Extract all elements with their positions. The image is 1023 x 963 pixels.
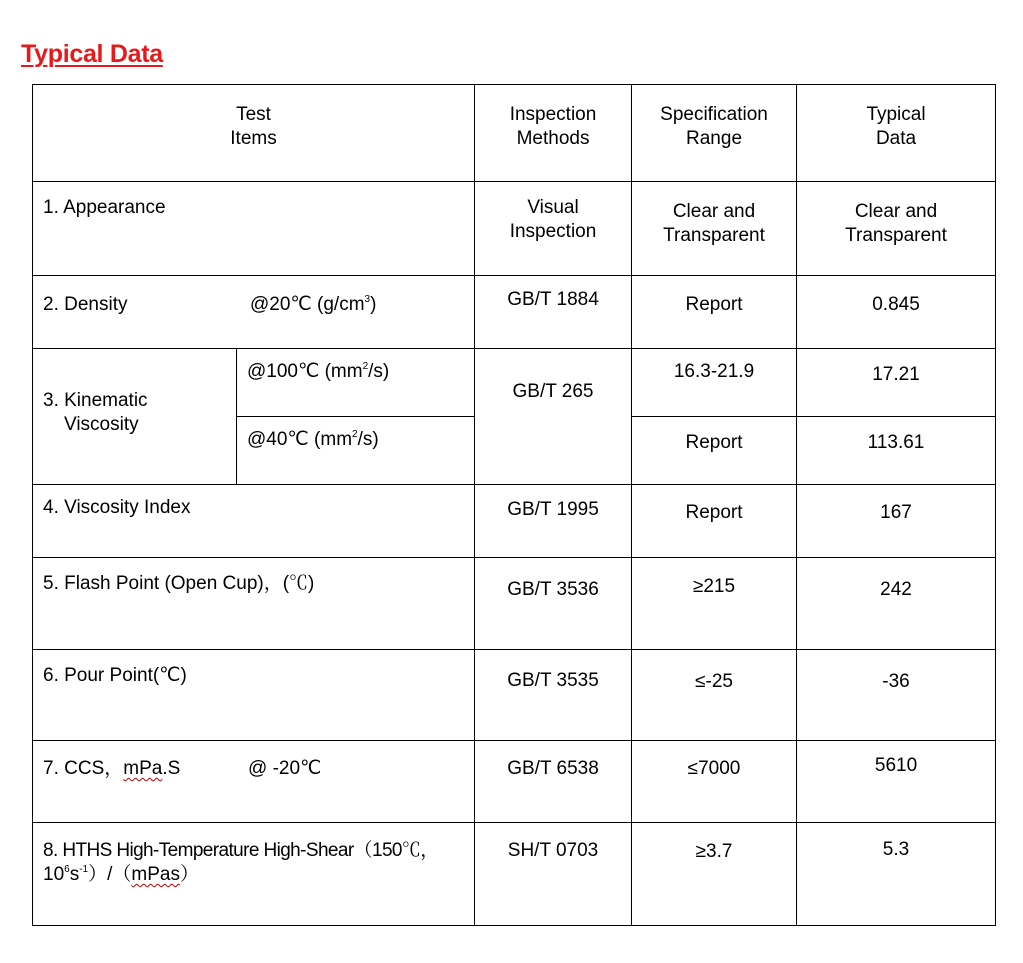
flash-item: 5. Flash Point (Open Cup)，(℃) [33,558,475,650]
ccs-item [33,741,475,823]
density-typical: 0.845 [797,276,996,349]
kinematic-40-range: Report [632,417,797,485]
header-range-line2: Range [686,128,743,149]
flash-typical: 242 [797,558,996,650]
density-label: 2. Density [43,294,128,315]
kinematic-40-typical: 113.61 [797,417,996,485]
kinematic-item-line1: 3. Kinematic [43,389,148,411]
vi-range: Report [632,485,797,558]
appearance-item: 1. Appearance [33,182,475,276]
density-method: GB/T 1884 [475,276,632,349]
ccs-unit-suffix: .S [162,758,181,779]
density-item [33,276,475,349]
density-condition-sup: 3 [364,294,371,305]
ccs-range: ≤7000 [632,741,797,823]
appearance-typical-line2: Transparent [845,225,947,246]
header-typical-data [797,85,996,182]
hths-shear-rate-exp: 6 [64,864,70,875]
hths-shear-rate-unit: s [69,864,80,885]
hths-line1: 8. HTHS High-Temperature High-Shear（150℃， [43,840,439,861]
kinematic-100-condition [237,349,475,417]
vi-method: GB/T 1995 [475,485,632,558]
header-typical-line1: Typical [866,104,926,125]
vi-typical: 167 [797,485,996,558]
pour-typical: -36 [797,650,996,741]
hths-line2-close: ） [179,864,199,885]
ccs-typical: 5610 [797,741,996,823]
appearance-method-line2: Inspection [509,221,597,242]
vi-item: 4. Viscosity Index [33,485,475,558]
header-methods-line1: Inspection [509,104,597,125]
pour-item: 6. Pour Point(℃) [33,650,475,741]
page-title: Typical Data [21,40,163,68]
pour-method: GB/T 3535 [475,650,632,741]
kinematic-item-line2: Viscosity [64,413,139,435]
table-row [33,823,996,926]
ccs-unit: mPa [123,758,163,779]
appearance-range-line1: Clear and [672,201,756,222]
typical-data-table [32,84,996,926]
ccs-condition: @ -20℃ [248,758,322,779]
flash-method: GB/T 3536 [475,558,632,650]
kinematic-100-range: 16.3-21.9 [632,349,797,417]
hths-line2-sep: ）/（ [88,864,132,885]
ccs-method: GB/T 6538 [475,741,632,823]
header-specification-range [632,85,797,182]
appearance-range-line2: Transparent [663,225,765,246]
kinematic-100-typical: 17.21 [797,349,996,417]
header-typical-line2: Data [875,128,917,149]
pour-range: ≤-25 [632,650,797,741]
hths-item [33,823,475,926]
flash-range: ≥215 [632,558,797,650]
header-range-line1: Specification [660,104,768,125]
hths-shear-rate-base: 10 [43,864,65,885]
hths-shear-rate-unit-exp: -1 [79,864,89,875]
appearance-method-line1: Visual [527,197,579,218]
header-test-items-line2: Items [230,128,277,149]
kinematic-method: GB/T 265 [475,349,632,485]
density-condition [250,293,376,317]
hths-line2 [43,863,474,887]
appearance-range [632,182,797,276]
appearance-method [475,182,632,276]
hths-unit: mPas [131,864,180,885]
density-range: Report [632,276,797,349]
hths-typical: 5.3 [797,823,996,926]
kinematic-100-condition-text: @100℃ (mm [247,361,363,382]
appearance-typical [797,182,996,276]
table-row [33,349,996,417]
table-row [33,558,996,650]
density-condition-text: @20℃ (g/cm [250,294,365,315]
kinematic-100-condition-unit: /s) [368,361,390,382]
hths-range: ≥3.7 [632,823,797,926]
hths-method: SH/T 0703 [475,823,632,926]
table-row [33,485,996,558]
appearance-typical-line1: Clear and [854,201,938,222]
kinematic-item [33,349,237,485]
header-test-items [33,85,475,182]
table-row [33,650,996,741]
table-row [33,182,996,276]
header-methods-line2: Methods [516,128,590,149]
table-row [33,276,996,349]
kinematic-40-condition-text: @40℃ (mm [247,429,353,450]
kinematic-40-condition-unit: /s) [357,429,379,450]
table-header-row [33,85,996,182]
kinematic-40-condition-sup: 2 [352,429,358,440]
ccs-label: 7. CCS， [43,758,124,779]
header-test-items-line1: Test [236,104,271,125]
header-inspection-methods [475,85,632,182]
table-row [33,741,996,823]
density-condition-close: ) [370,294,377,315]
kinematic-100-condition-sup: 2 [362,361,369,372]
kinematic-40-condition [237,417,475,485]
